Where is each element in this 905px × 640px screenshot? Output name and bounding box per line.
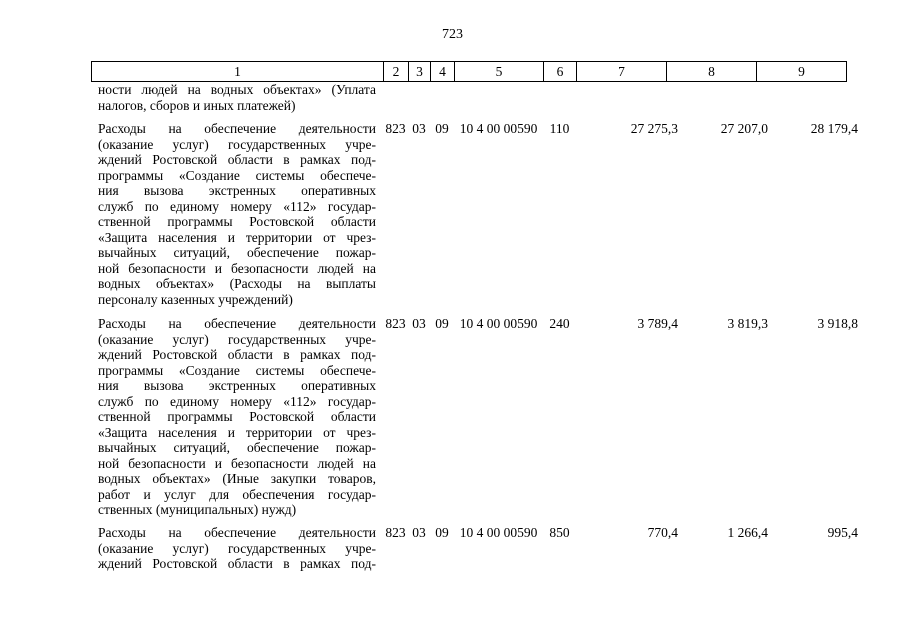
description-line: ждений Ростовской области в рамках под-	[98, 347, 376, 362]
cell-amount-col9: 28 179,4	[810, 121, 858, 136]
column-header-5: 5	[455, 62, 544, 82]
cell-expense-type: 850	[549, 525, 570, 540]
cell-section-code: 03	[412, 316, 426, 331]
cell-ministry-code: 823	[385, 525, 406, 540]
column-header-8: 8	[667, 62, 757, 82]
page-number: 723	[442, 27, 463, 42]
description-line: ственной программы Ростовской области	[98, 214, 376, 229]
column-header-6: 6	[544, 62, 577, 82]
cell-amount-col9: 995,4	[827, 525, 858, 540]
table-row	[91, 82, 864, 113]
description-line: ности людей на водных объектах» (Уплата	[98, 82, 376, 97]
description-line: служб по единому номеру «112» государ-	[98, 393, 376, 409]
row-description	[98, 82, 376, 113]
description-line: персоналу казенных учреждений)	[98, 291, 293, 307]
cell-amount-col8: 27 207,0	[720, 121, 768, 136]
column-header-row	[92, 62, 847, 82]
column-header-7: 7	[577, 62, 667, 82]
cell-target-article: 10 4 00 00590	[459, 121, 538, 136]
description-line: (оказание услуг) государственных учре-	[98, 331, 376, 347]
description-line: вычайных ситуаций, обеспечение пожар-	[98, 245, 376, 260]
description-line: (оказание услуг) государственных учре-	[98, 540, 376, 556]
cell-subsection-code: 09	[435, 525, 449, 540]
description-line: ния вызова экстренных оперативных	[98, 378, 376, 393]
description-line: ной безопасности и безопасности людей на	[98, 455, 376, 471]
column-header-4: 4	[431, 62, 455, 82]
description-line: Расходы на обеспечение деятельности	[98, 316, 376, 331]
description-line: (оказание услуг) государственных учре-	[98, 136, 376, 152]
column-header-9: 9	[757, 62, 847, 82]
row-description	[98, 316, 376, 518]
cell-amount-col8: 1 266,4	[727, 525, 768, 540]
cell-subsection-code: 09	[435, 121, 449, 136]
description-line: ния вызова экстренных оперативных	[98, 183, 376, 198]
cell-expense-type: 240	[549, 316, 570, 331]
cell-ministry-code: 823	[385, 121, 406, 136]
description-line: ной безопасности и безопасности людей на	[98, 260, 376, 276]
description-line: ственных (муниципальных) нужд)	[98, 502, 297, 517]
table-row	[91, 525, 864, 575]
cell-ministry-code: 823	[385, 316, 406, 331]
description-line: «Защита населения и территории от чрез-	[98, 229, 376, 245]
column-header-1: 1	[92, 62, 384, 82]
description-line: ждений Ростовской области в рамках под-	[98, 152, 376, 167]
description-line: ственной программы Ростовской области	[98, 409, 376, 424]
description-line: программы «Создание системы обеспече-	[98, 167, 376, 183]
description-line: Расходы на обеспечение деятельности	[98, 121, 376, 136]
description-line: программы «Создание системы обеспече-	[98, 362, 376, 378]
description-line: налогов, сборов и иных платежей)	[98, 97, 296, 113]
description-line: водных объектах» (Иные закупки товаров,	[98, 471, 376, 486]
cell-subsection-code: 09	[435, 316, 449, 331]
description-line: Расходы на обеспечение деятельности	[98, 525, 376, 540]
table-row	[91, 121, 864, 307]
cell-section-code: 03	[412, 121, 426, 136]
description-line: служб по единому номеру «112» государ-	[98, 198, 376, 214]
description-line: «Защита населения и территории от чрез-	[98, 424, 376, 440]
table-row	[91, 316, 864, 518]
description-line: ждений Ростовской области в рамках под-	[98, 556, 376, 571]
cell-amount-col8: 3 819,3	[727, 316, 768, 331]
column-header-table	[91, 61, 847, 82]
row-description	[98, 121, 376, 307]
cell-amount-col7: 770,4	[647, 525, 678, 540]
cell-section-code: 03	[412, 525, 426, 540]
cell-amount-col7: 27 275,3	[630, 121, 678, 136]
column-header-3: 3	[409, 62, 431, 82]
cell-target-article: 10 4 00 00590	[459, 316, 538, 331]
row-description	[98, 525, 376, 572]
cell-target-article: 10 4 00 00590	[459, 525, 538, 540]
description-line: работ и услуг для обеспечения государ-	[98, 486, 376, 502]
description-line: вычайных ситуаций, обеспечение пожар-	[98, 440, 376, 455]
cell-amount-col9: 3 918,8	[817, 316, 858, 331]
cell-amount-col7: 3 789,4	[637, 316, 678, 331]
cell-expense-type: 110	[549, 121, 570, 136]
description-line: водных объектах» (Расходы на выплаты	[98, 276, 376, 291]
column-header-2: 2	[384, 62, 409, 82]
